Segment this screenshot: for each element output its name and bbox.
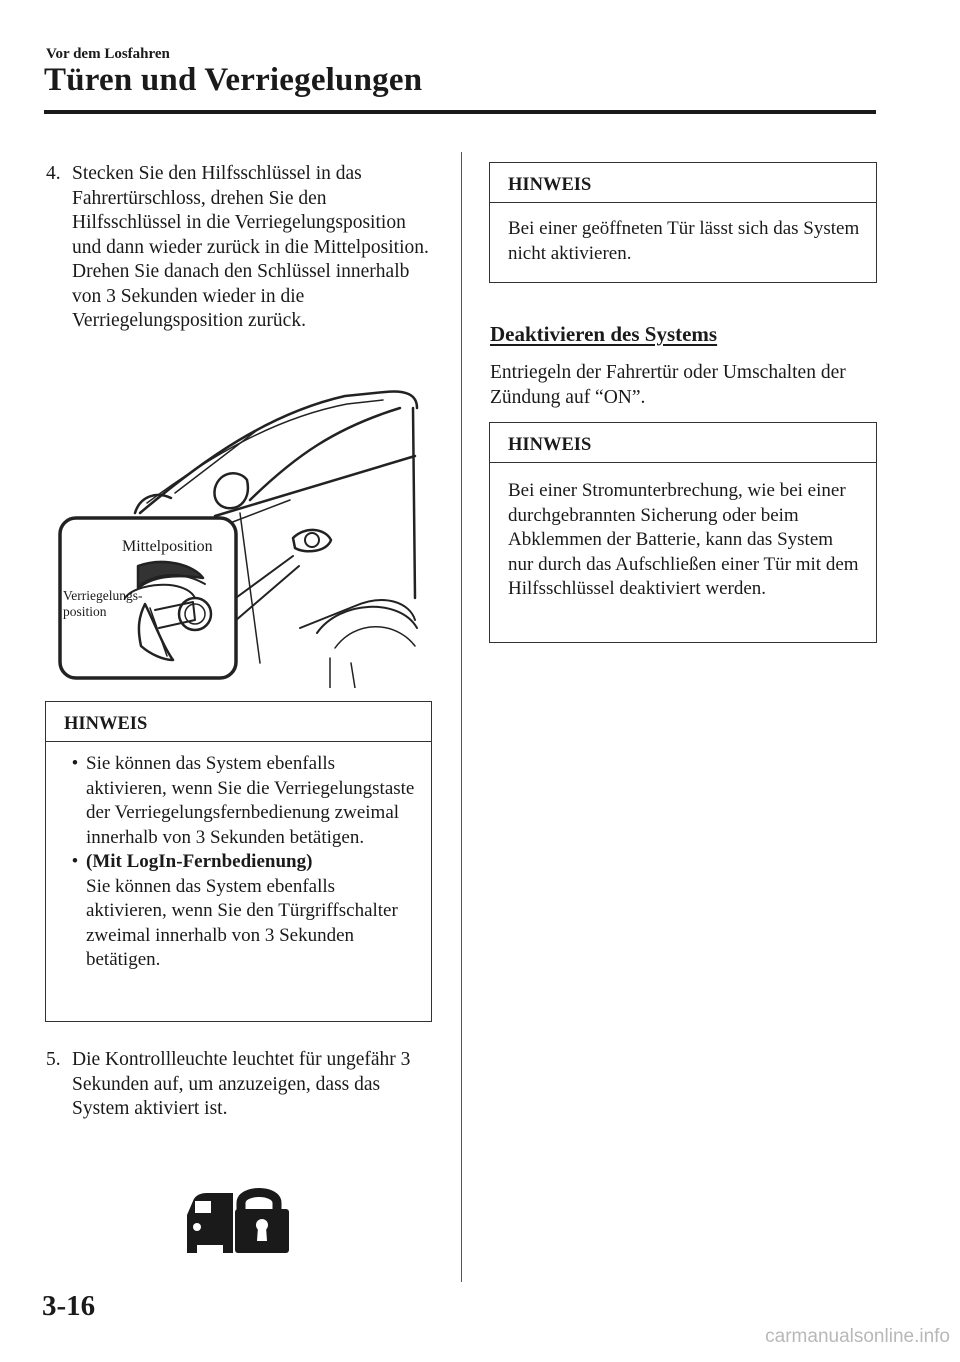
note-heading: HINWEIS [46, 702, 431, 742]
label-middle-position: Mittelposition [122, 538, 213, 555]
bullet-text: Sie können das System ebenfalls aktivieren, wenn Sie den Türgriffschalter zweimal innerhalb von 3 Sekunden betätigen. [86, 875, 398, 970]
note-box-right-2 [489, 422, 877, 643]
bullet-content [86, 850, 415, 973]
watermark: carmanualsonline.info [765, 1326, 950, 1347]
subheading-deactivate: Deaktivieren des Systems [490, 322, 718, 346]
note-text: Bei einer geöffneten Tür lässt sich das System nicht aktivieren. [508, 218, 860, 264]
page-title: Türen und Verriegelungen [44, 62, 423, 98]
bullet-dot-icon: • [71, 753, 79, 774]
step-number: 4. [46, 163, 61, 184]
note-heading: HINWEIS [490, 163, 876, 203]
note-text: Bei einer Stromunterbrechung, wie bei einer durchgebrannten Sicherung oder beim Abklemmen der Batterie, kann das System nur durch das Aufschließen einer Tür mit dem Hilfsschlüssel deaktiviert werden. [508, 480, 859, 599]
step-text: Stecken Sie den Hilfsschlüssel in das Fahrertürschloss, drehen Sie den Hilfsschlüssel in die Verriegelungsposition und dann wieder zurück in die Mittelposition. Drehen Sie danach den Schlüssel innerhalb von 3 Sekunden wieder in die Verriegelungsposition zurück. [72, 163, 429, 331]
car-door-illustration [55, 388, 427, 688]
door-lock-figure [55, 388, 427, 688]
step-5 [46, 1048, 438, 1122]
note-bullet-1 [64, 752, 415, 850]
note-box-left [45, 701, 432, 1022]
title-rule [44, 110, 876, 114]
note-bullet-2 [64, 850, 415, 973]
security-indicator [183, 1181, 291, 1255]
column-divider [461, 152, 462, 1282]
label-lock-position [63, 588, 142, 620]
section-label: Vor dem Losfahren [46, 46, 170, 62]
note-heading: HINWEIS [490, 423, 876, 463]
label-lock-line1: Verriegelungs- [63, 588, 143, 603]
bullet-text: Sie können das System ebenfalls aktivieren, wenn Sie die Verriegelungstaste der Verriegelungsfernbedienung zweimal innerhalb von 3 Sekunden betätigen. [86, 753, 415, 848]
note-body [46, 742, 431, 985]
step-text: Die Kontrollleuchte leuchtet für ungefähr 3 Sekunden auf, um anzuzeigen, dass das System aktiviert ist. [72, 1049, 411, 1119]
deactivate-paragraph: Entriegeln der Fahrertür oder Umschalten der Zündung auf “ON”. [490, 362, 846, 408]
step-number: 5. [46, 1049, 61, 1070]
page-number: 3-16 [42, 1290, 96, 1322]
label-lock-line2: position [63, 604, 107, 619]
note-box-right-1 [489, 162, 877, 283]
bullet-bold-label: (Mit LogIn-Fernbedienung) [86, 851, 313, 872]
step-4 [46, 162, 438, 334]
security-indicator-icon [183, 1181, 291, 1255]
bullet-dot-icon: • [71, 851, 79, 872]
